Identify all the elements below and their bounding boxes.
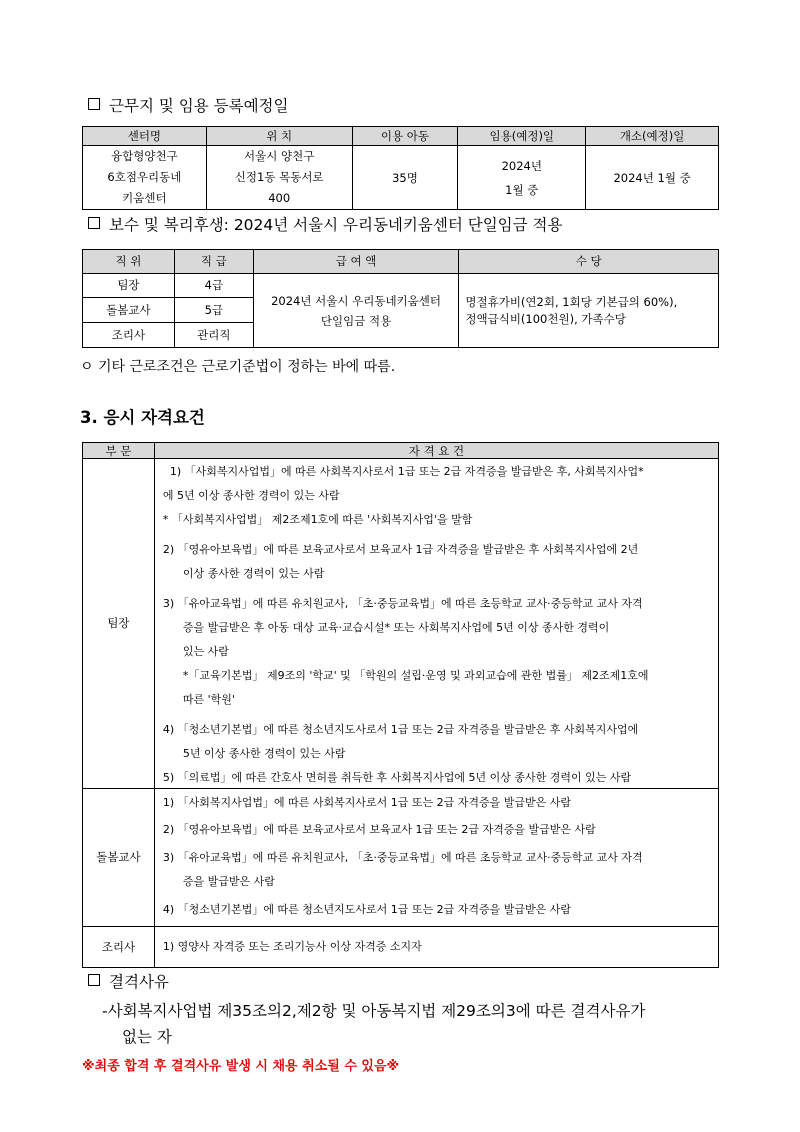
grade-cell: 5급 bbox=[174, 298, 253, 323]
requirement-line: 3) 「유아교육법」에 따른 유치원교사, 「초·중등교육법」에 따른 초등학교 교사·중등학교 교사 자격 bbox=[162, 851, 643, 864]
checkbox-square-icon bbox=[88, 217, 100, 229]
disqualification-text-2: 없는 자 bbox=[122, 1028, 172, 1046]
cancellation-warning: ※최종 합격 후 결격사유 발생 시 채용 취소될 수 있음※ bbox=[82, 1059, 400, 1074]
division-team-leader: 팀장 bbox=[83, 459, 155, 789]
requirement-line: 있는 사람 bbox=[182, 645, 229, 658]
workplace-table bbox=[82, 126, 719, 210]
qualifications-table bbox=[82, 442, 719, 968]
position-cell: 돌봄교사 bbox=[83, 298, 175, 323]
requirement-line: 4) 「청소년기본법」에 따른 청소년지도사로서 1급 또는 2급 자격증을 발급받은 후 사회복지사업에 bbox=[162, 723, 639, 736]
requirement-line: 에 5년 이상 종사한 경력이 있는 사람 bbox=[162, 489, 340, 502]
requirement-line: 3) 「유아교육법」에 따른 유치원교사, 「초·중등교육법」에 따른 초등학교 교사·중등학교 교사 자격 bbox=[162, 597, 643, 610]
header-salary: 급 여 액 bbox=[253, 250, 459, 274]
requirement-line: 1) 「사회복지사업법」에 따른 사회복지사로서 1급 또는 2급 자격증을 발급받은 사람 bbox=[162, 796, 572, 809]
requirements-team-leader bbox=[154, 459, 718, 789]
header-appoint: 임용(예정)일 bbox=[458, 127, 586, 146]
position-cell: 팀장 bbox=[83, 274, 175, 298]
requirement-line: 증을 발급받은 사람 bbox=[182, 875, 275, 888]
header-position: 직 위 bbox=[83, 250, 175, 274]
requirements-care-teacher bbox=[154, 789, 718, 927]
section-title-workplace: 근무지 및 임용 등록예정일 bbox=[88, 94, 289, 116]
grade-cell: 관리직 bbox=[174, 323, 253, 348]
header-open: 개소(예정)일 bbox=[586, 127, 719, 146]
header-children: 이용 아동 bbox=[352, 127, 458, 146]
header-requirements: 자 격 요 건 bbox=[154, 443, 718, 459]
checkbox-square-icon bbox=[88, 974, 100, 986]
requirement-line: * 「사회복지사업법」 제2조제1호에 따른 '사회복지사업'을 말함 bbox=[162, 513, 473, 526]
header-grade: 직 급 bbox=[174, 250, 253, 274]
salary-table bbox=[82, 249, 719, 348]
requirement-line: 2) 「영유아보육법」에 따른 보육교사로서 보육교사 1급 또는 2급 자격증을 발급받은 사람 bbox=[162, 823, 596, 836]
header-location: 위 치 bbox=[206, 127, 352, 146]
checkbox-square-icon bbox=[88, 98, 100, 110]
division-cook: 조리사 bbox=[83, 927, 155, 968]
center-name-cell: 융합형양천구 6호점우리동네 키움센터 bbox=[83, 146, 207, 210]
appoint-cell: 2024년 1월 중 bbox=[458, 146, 586, 210]
salary-cell: 2024년 서울시 우리동네키움센터 단일임금 적용 bbox=[253, 274, 459, 348]
requirement-line: 증을 발급받은 후 아동 대상 교육·교습시설* 또는 사회복지사업에 5년 이상 종사한 경력이 bbox=[182, 621, 610, 634]
requirement-line: 이상 종사한 경력이 있는 사람 bbox=[182, 567, 325, 580]
header-division: 부 문 bbox=[83, 443, 155, 459]
other-conditions-note: ㅇ 기타 근로조건은 근로기준법이 정하는 바에 따름. bbox=[80, 359, 396, 375]
section-title-qualifications: 3. 응시 자격요건 bbox=[80, 408, 205, 427]
division-care-teacher: 돌봄교사 bbox=[83, 789, 155, 927]
header-center: 센터명 bbox=[83, 127, 207, 146]
requirement-line: 2) 「영유아보육법」에 따른 보육교사로서 보육교사 1급 자격증을 발급받은 후 사회복지사업에 2년 bbox=[162, 543, 639, 556]
allowance-cell: 명절휴가비(연2회, 1회당 기본급의 60%), 정액급식비(100천원), 가족수당 bbox=[459, 274, 719, 348]
children-cell: 35명 bbox=[352, 146, 458, 210]
requirement-line: *「교육기본법」 제9조의 '학교' 및 「학원의 설립·운영 및 과외교습에 관한 법률」 제2조제1호에 bbox=[182, 669, 649, 682]
position-cell: 조리사 bbox=[83, 323, 175, 348]
requirement-line: 5) 「의료법」에 따른 간호사 면허를 취득한 후 사회복지사업에 5년 이상 종사한 경력이 있는 사람 bbox=[162, 771, 632, 784]
section-title-salary: 보수 및 복리후생: 2024년 서울시 우리동네키움센터 단일임금 적용 bbox=[88, 213, 562, 235]
requirement-line: 5년 이상 종사한 경력이 있는 사람 bbox=[182, 747, 346, 760]
requirements-cook: 1) 영양사 자격증 또는 조리기능사 이상 자격증 소지자 bbox=[154, 927, 718, 968]
disqualification-text-1: -사회복지사업법 제35조의2,제2항 및 아동복지법 제29조의3에 따른 결격사유가 bbox=[102, 1002, 646, 1020]
requirement-line: 4) 「청소년기본법」에 따른 청소년지도사로서 1급 또는 2급 자격증을 발급받은 사람 bbox=[162, 903, 572, 916]
section-title-disqualification: 결격사유 bbox=[88, 970, 169, 992]
requirement-line: 따른 '학원' bbox=[182, 693, 235, 706]
header-allowance: 수 당 bbox=[459, 250, 719, 274]
location-cell: 서울시 양천구 신정1동 목동서로 400 bbox=[206, 146, 352, 210]
open-cell: 2024년 1월 중 bbox=[586, 146, 719, 210]
grade-cell: 4급 bbox=[174, 274, 253, 298]
requirement-line: 1) 「사회복지사업법」에 따른 사회복지사로서 1급 또는 2급 자격증을 발급받은 후, 사회복지사업* bbox=[169, 465, 644, 478]
